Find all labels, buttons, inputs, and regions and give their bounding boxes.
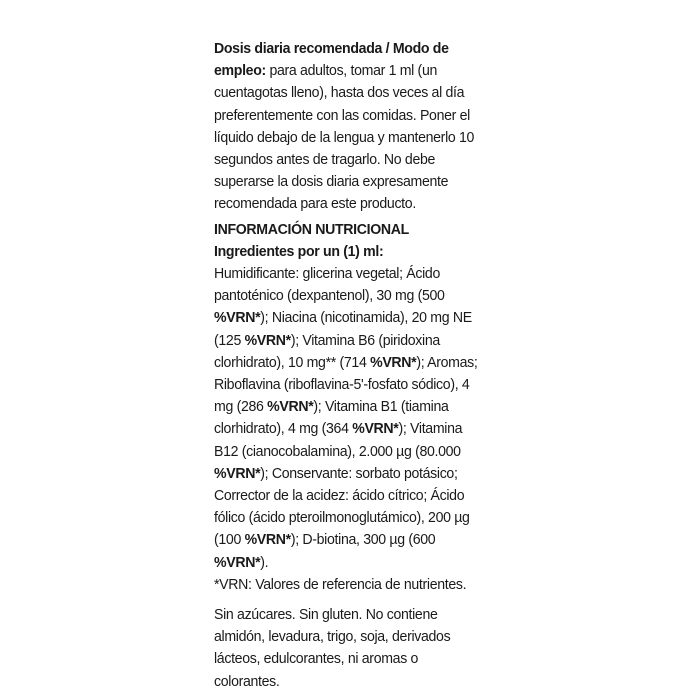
ingredient-segment: ); Conservante: sorbato potásico; Corrector de la acidez: ácido cítrico; Ácido fólico (ácido pteroilmonoglutámico), 200 µg (100: [214, 464, 470, 549]
ingredients-list: [214, 263, 484, 574]
vrn-mark: %VRN*: [214, 309, 261, 327]
vrn-mark: %VRN*: [244, 331, 291, 349]
ingredient-segment: ); Vitamina B6 (piridoxina clorhidrato), 10 mg** (714: [214, 331, 440, 371]
dosage-heading: Dosis diaria recomendada / Modo de empleo:: [214, 40, 449, 80]
dosage-text: para adultos, tomar 1 ml (un cuentagotas lleno), hasta dos veces al día preferentemente con las comidas. Poner el líquido debajo de la lengua y mantenerlo 10 segundos antes de tragarlo. No debe superarse la dosis diaria expresamente recomendada para este producto.: [214, 62, 475, 213]
vrn-mark: %VRN*: [214, 553, 261, 571]
vrn-mark: %VRN*: [244, 531, 291, 549]
vrn-mark: %VRN*: [214, 464, 261, 482]
nutrition-subtitle: Ingredientes por un (1) ml:: [214, 242, 384, 260]
nutrition-title: INFORMACIÓN NUTRICIONAL: [214, 220, 409, 238]
dosage-paragraph: [214, 38, 484, 216]
ingredient-segment: ); Vitamina B1 (tiamina clorhidrato), 4 mg (364: [214, 398, 449, 438]
product-label-text: [214, 38, 484, 693]
ingredient-segment: Humidificante: glicerina vegetal; Ácido pantoténico (dexpantenol), 30 mg (500: [214, 265, 445, 305]
vrn-mark: %VRN*: [370, 353, 417, 371]
ingredient-segment: ); Aromas; Riboflavina (riboflavina-5'-fosfato sódico), 4 mg (286: [214, 353, 478, 416]
vrn-mark: %VRN*: [267, 398, 314, 416]
ingredient-segment: ); Niacina (nicotinamida), 20 mg NE (125: [214, 309, 472, 349]
ingredient-segment: ); Vitamina B12 (cianocobalamina), 2.000 µg (80.000: [214, 420, 463, 460]
allergen-disclaimer: Sin azúcares. Sin gluten. No contiene almidón, levadura, trigo, soja, derivados lácteos, edulcorantes, ni aromas o colorantes.: [214, 606, 451, 690]
vrn-mark: %VRN*: [352, 420, 399, 438]
vrn-footnote: *VRN: Valores de referencia de nutrientes.: [214, 575, 467, 593]
ingredient-segment: ); D-biotina, 300 µg (600: [290, 531, 436, 549]
ingredient-segment: ).: [260, 553, 269, 571]
